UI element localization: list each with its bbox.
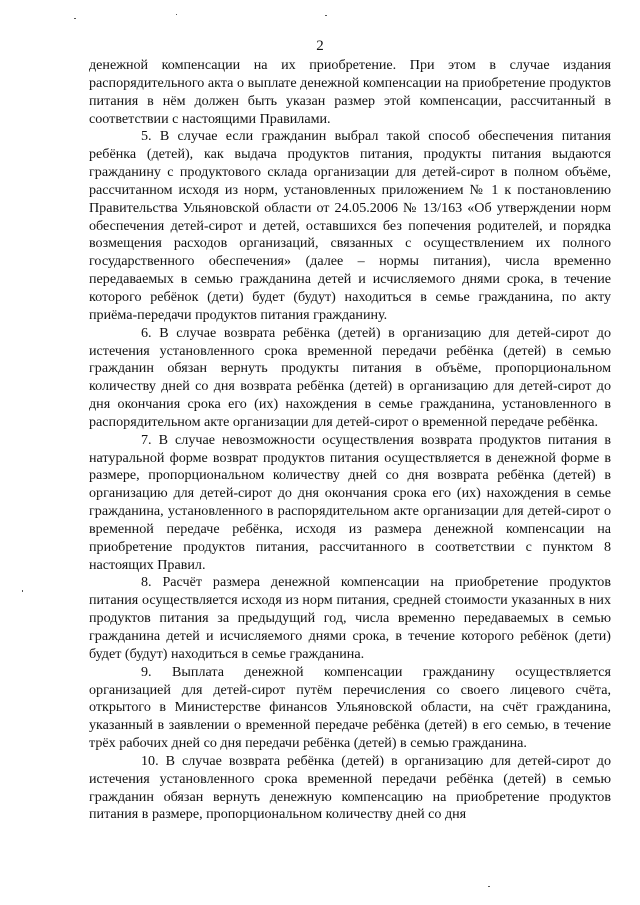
paragraph-8: 8. Расчёт размера денежной компенсации на приобретение продуктов питания осуществляется исходя из норм питания, средней стоимости указанных в них продуктов питания за предыдущий год, числа временно передаваемых в семью гражданина детей и исчисляемого днями срока, в течение которого ребёнок (дети) будет (будут) находиться в семье гражданина. bbox=[89, 574, 611, 662]
scan-speck bbox=[74, 18, 76, 19]
page-number: 2 bbox=[316, 38, 324, 54]
paragraph-10: 10. В случае возврата ребёнка (детей) в организацию для детей-сирот до истечения установленного срока временной передачи ребёнка (детей) в семью гражданин обязан вернуть денежную компенсацию на приобретение продуктов питания в размере, пропорциональном количеству дней со дня bbox=[89, 752, 611, 823]
paragraph-9: 9. Выплата денежной компенсации гражданину осуществляется организацией для детей-сирот путём перечисления со своего лицевого счёта, открытого в Министерстве финансов Ульяновской области, на счёт гражданина, указанный в заявлении о временной передаче ребёнка (детей) в его семью, в течение трёх рабочих дней со дня передачи ребёнка (детей) в семью гражданина. bbox=[89, 663, 611, 752]
paragraph-continuation: денежной компенсации на их приобретение. При этом в случае издания распорядительного акта о выплате денежной компенсации на приобретение продуктов питания в нём должен быть указан размер этой компенсации, рассчитанный в соответствии с настоящими Правилами. bbox=[89, 57, 611, 127]
scan-speck bbox=[176, 14, 177, 15]
paragraph-7: 7. В случае невозможности осуществления возврата продуктов питания в натуральной форме возврат продуктов питания осуществляется в денежной форме в размере, пропорциональном количеству дней со дня возврата ребёнка (детей) в организацию для детей-сирот до дня окончания срока его (их) нахождения в семье гражданина, установленного в распорядительном акте организации для детей-сирот о временной передаче ребёнка, исходя из размера денежной компенсации на приобретение продуктов питания, рассчитанного в соответствии с пунктом 8 настоящих Правил. bbox=[89, 431, 611, 573]
scan-speck bbox=[325, 15, 327, 16]
document-body bbox=[89, 57, 611, 824]
paragraph-6: 6. В случае возврата ребёнка (детей) в организацию для детей-сирот до истечения установленного срока временной передачи ребёнка (детей) в семью гражданин обязан вернуть продукты питания в объёме, пропорциональном количеству дней со дня возврата ребёнка (детей) в организацию для детей-сирот до дня окончания срока его (их) нахождения в семье гражданина, установленного в распорядительном акте организации для детей-сирот о временной передаче ребёнка. bbox=[89, 324, 611, 430]
paragraph-5: 5. В случае если гражданин выбрал такой способ обеспечения питания ребёнка (детей), как выдача продуктов питания, продукты питания выдаются гражданину с продуктового склада организации для детей-сирот в полном объёме, рассчитанном исходя из норм, установленных приложением № 1 к постановлению Правительства Ульяновской области от 24.05.2006 № 13/163 «Об утверждении норм обеспечения детей-сирот и детей, оставшихся без попечения родителей, и порядка возмещения расходов организаций, связанных с осуществлением их полного государственного обеспечения» (далее – нормы питания), числа временно передаваемых в семью гражданина детей и исчисляемого днями срока, в течение которого ребёнок (дети) будет (будут) находиться в семье гражданина, по акту приёма-передачи продуктов питания гражданину. bbox=[89, 128, 611, 323]
scan-speck bbox=[22, 590, 23, 592]
scan-speck bbox=[488, 886, 490, 887]
